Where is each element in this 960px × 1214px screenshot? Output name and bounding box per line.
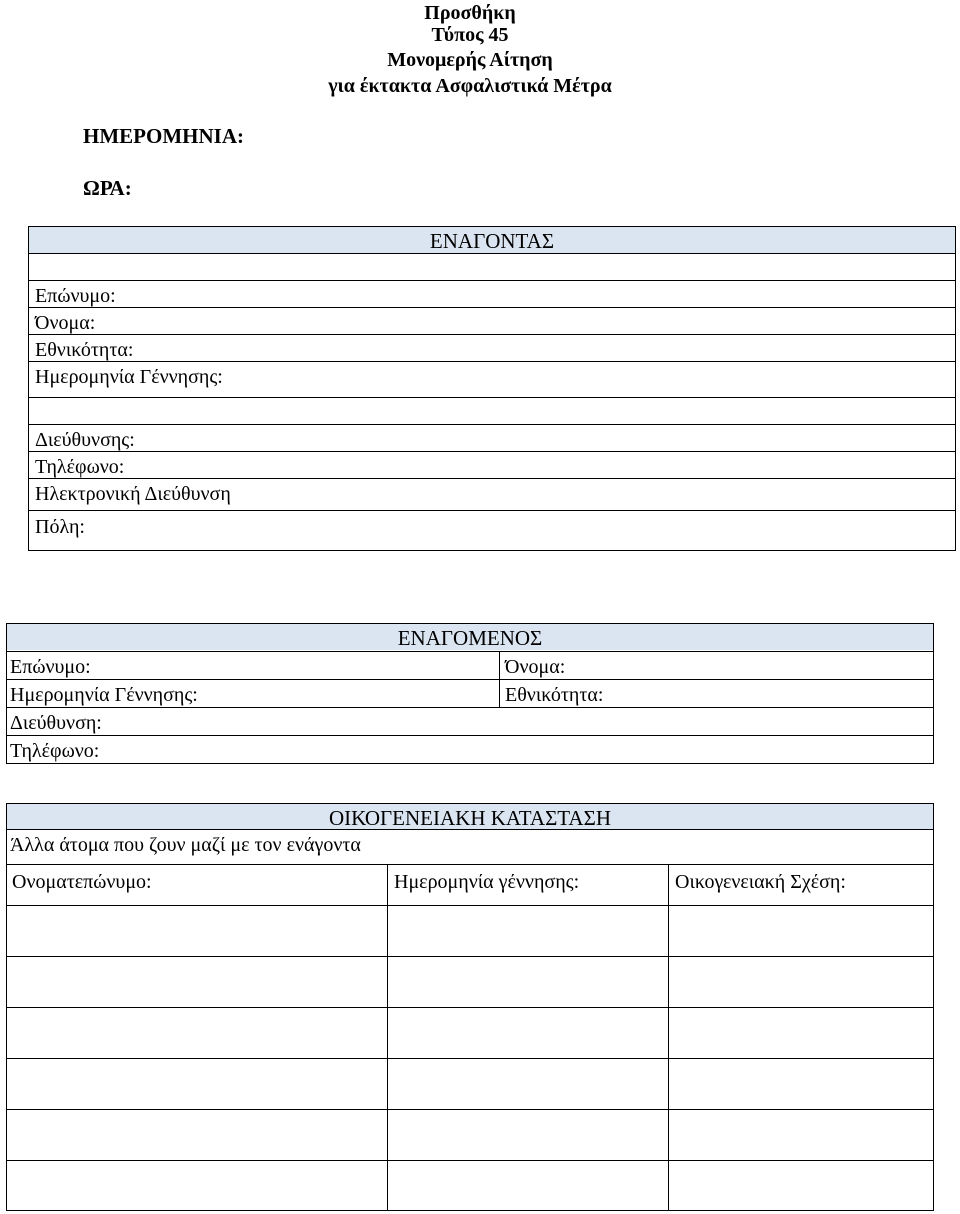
family-col-birthdate: Ημερομηνία γέννησης:: [394, 871, 580, 893]
family-col-relation: Οικογενειακή Σχέση:: [675, 871, 846, 893]
doc-type-title: Τύπος 45: [431, 24, 509, 46]
doc-annex-title: Προσθήκη: [424, 2, 516, 24]
defendant-phone-label: Τηλέφωνο:: [10, 740, 100, 762]
plaintiff-city-label: Πόλη:: [35, 516, 85, 538]
plaintiff-name-label: Όνομα:: [35, 312, 96, 334]
defendant-nationality-label: Εθνικότητα:: [505, 684, 604, 706]
date-label: ΗΜΕΡΟΜΗΝΙΑ:: [83, 124, 244, 148]
defendant-surname-label: Επώνυμο:: [10, 656, 91, 678]
plaintiff-nationality-label: Εθνικότητα:: [35, 339, 134, 361]
plaintiff-email-label: Ηλεκτρονική Διεύθυνση: [35, 483, 231, 505]
defendant-birthdate-label: Ημερομηνία Γέννησης:: [10, 684, 198, 706]
defendant-header: ΕΝΑΓΟΜΕΝΟΣ: [397, 626, 543, 650]
plaintiff-address-label: Διεύθυνσης:: [35, 429, 135, 451]
plaintiff-phone-label: Τηλέφωνο:: [35, 456, 125, 478]
plaintiff-surname-label: Επώνυμο:: [35, 285, 116, 307]
doc-application-title: Μονομερής Αίτηση: [387, 49, 553, 71]
plaintiff-birthdate-label: Ημερομηνία Γέννησης:: [35, 366, 223, 388]
defendant-name-label: Όνομα:: [505, 656, 566, 678]
family-subheader: Άλλα άτομα που ζουν μαζί με τον ενάγοντα: [10, 834, 361, 856]
time-label: ΩΡΑ:: [83, 176, 132, 200]
defendant-address-label: Διεύθυνση:: [10, 712, 102, 734]
plaintiff-header: ΕΝΑΓΟΝΤΑΣ: [429, 229, 555, 253]
family-col-fullname: Ονοματεπώνυμο:: [12, 871, 152, 893]
doc-subtitle: για έκτακτα Ασφαλιστικά Μέτρα: [328, 75, 612, 97]
family-header: ΟΙΚΟΓΕΝΕΙΑΚΗ ΚΑΤΑΣΤΑΣΗ: [328, 806, 611, 830]
